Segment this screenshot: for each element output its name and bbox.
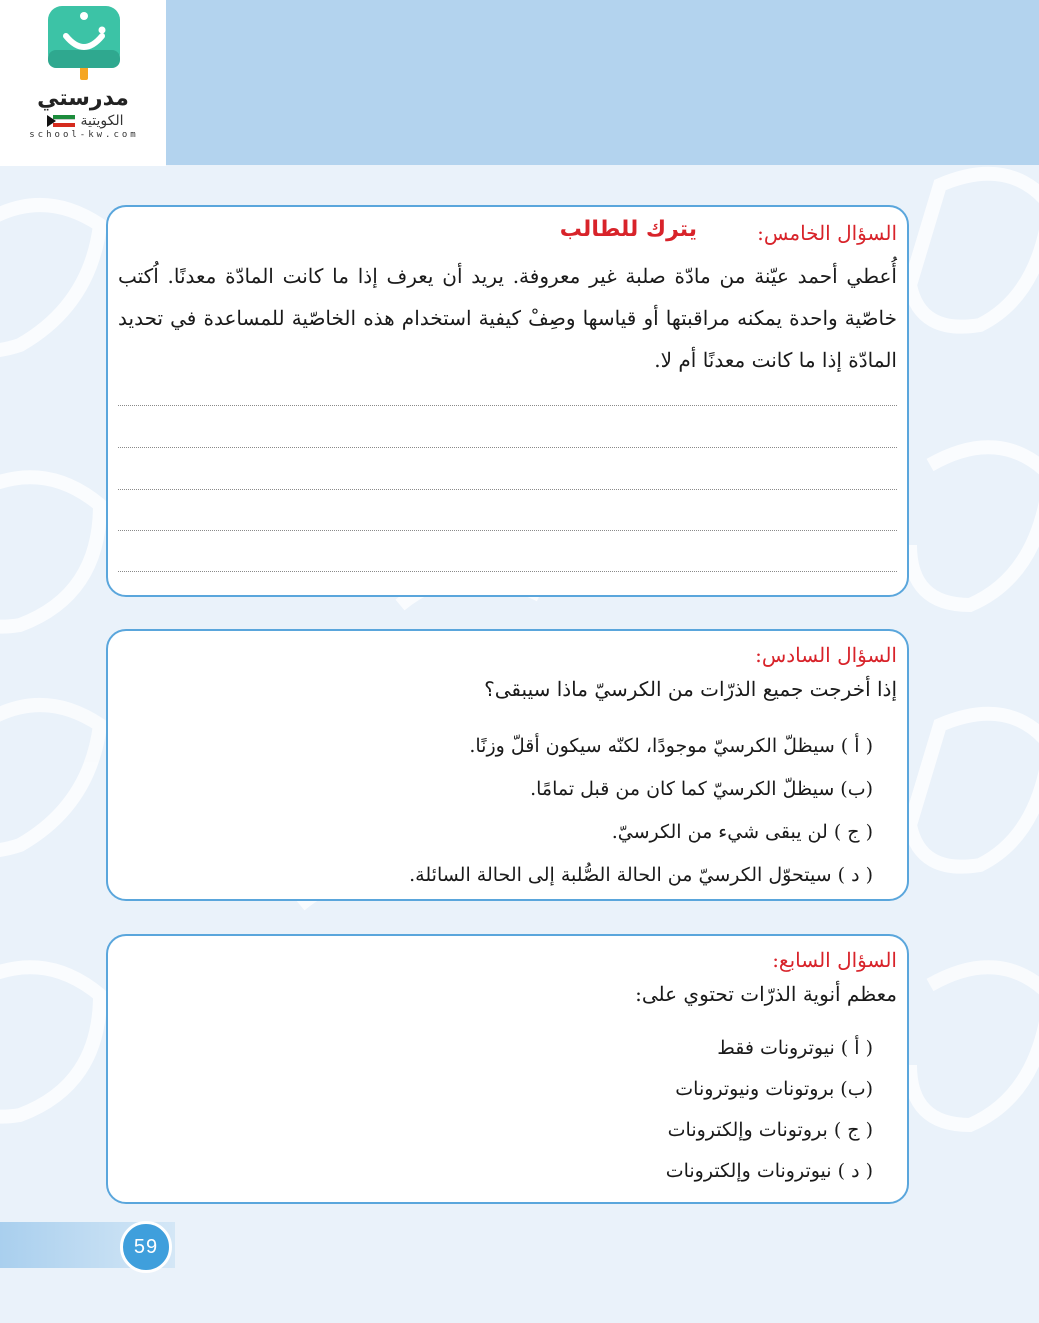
page-number: 59	[120, 1221, 172, 1273]
option-a[interactable]: ( أ ) نيوترونات فقط	[717, 1037, 873, 1059]
option-d[interactable]: ( د ) سيتحوّل الكرسيّ من الحالة الصُّلبة إلى الحالة السائلة.	[409, 864, 873, 886]
option-c[interactable]: ( ج ) لن يبقى شيء من الكرسيّ.	[611, 821, 873, 843]
question-6-card	[106, 629, 909, 901]
question-5-card	[106, 205, 909, 597]
logo-url: school-kw.com	[29, 130, 139, 140]
answer-line[interactable]	[118, 571, 897, 572]
option-b[interactable]: (ب) سيظلّ الكرسيّ كما كان من قبل تمامًا.	[530, 778, 873, 800]
logo-subtitle	[30, 112, 140, 130]
option-b[interactable]: (ب) بروتونات ونيوترونات	[675, 1078, 873, 1100]
question-5-title: السؤال الخامس:	[757, 221, 897, 245]
logo	[0, 0, 166, 166]
question-5-text: أُعطي أحمد عيّنة من مادّة صلبة غير معروفة. يريد أن يعرف إذا ما كانت المادّة معدنًا. اُكتب خاصّية واحدة يمكنه مراقبتها أو قياسها وصِفْ كيفية استخدام هذه الخاصّية للمساعدة في تحديد المادّة إذا ما كانت معدنًا أم لا.	[118, 264, 897, 372]
option-c[interactable]: ( ج ) بروتونات وإلكترونات	[667, 1119, 873, 1141]
question-6-title: السؤال السادس:	[755, 643, 897, 667]
answer-note: يترك للطالب	[559, 217, 697, 242]
question-7-stem: معظم أنوية الذرّات تحتوي على:	[635, 982, 897, 1006]
logo-subtitle-text: الكويتية	[80, 113, 124, 129]
question-6-stem: إذا أخرجت جميع الذرّات من الكرسيّ ماذا سيبقى؟	[484, 677, 897, 701]
kuwait-flag-icon	[47, 115, 75, 127]
answer-line[interactable]	[118, 489, 897, 490]
answer-line[interactable]	[118, 405, 897, 406]
option-a[interactable]: ( أ ) سيظلّ الكرسيّ موجودًا، لكنّه سيكون أقلّ وزنًا.	[469, 735, 873, 757]
logo-title: مدرستي	[37, 86, 129, 111]
question-7-options	[666, 1028, 873, 1192]
question-7-card	[106, 934, 909, 1204]
question-7-title: السؤال السابع:	[772, 948, 897, 972]
question-6-options	[409, 725, 873, 897]
answer-line[interactable]	[118, 530, 897, 531]
option-d[interactable]: ( د ) نيوترونات وإلكترونات	[665, 1160, 873, 1182]
answer-line[interactable]	[118, 447, 897, 448]
logo-icon	[46, 6, 122, 82]
